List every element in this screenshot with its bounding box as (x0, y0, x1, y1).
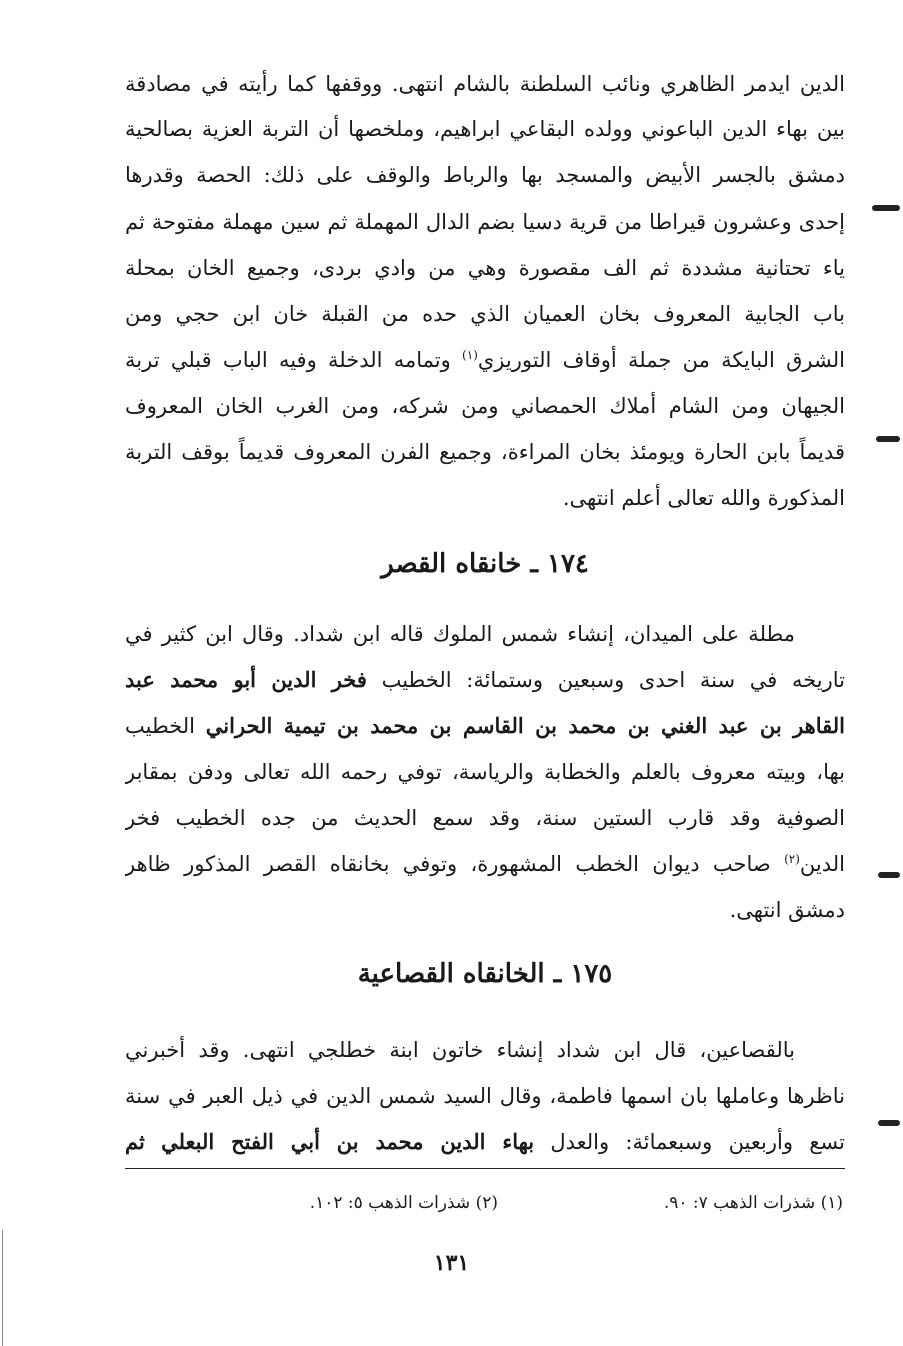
text-line: الدين ايدمر الظاهري ونائب السلطنة بالشام انتهى. ووقفها كما رأيته في مصادقة (125, 72, 845, 96)
text-line (125, 706, 845, 746)
text-segment: ثم (125, 1129, 145, 1154)
section-heading-174: ١٧٤ ـ خانقاه القصر (381, 549, 589, 579)
text-line: بالقصاعين، قال ابن شداد إنشاء خاتون ابنة خطلجي انتهى. وقد أخبرني (125, 1038, 795, 1062)
text-segment: الشرق البايكة من جملة أوقاف التوريزي (477, 348, 845, 372)
margin-mark (878, 1120, 900, 1126)
section-heading-175: ١٧٥ ـ الخانقاه القصاعية (357, 959, 613, 989)
text-line: إحدى وعشرون قيراطا من قرية دسيا بضم الدال المهملة ثم سين مهملة مفتوحة ثم (125, 210, 845, 234)
text-line: بين بهاء الدين الباعوني وولده البقاعي ابراهيم، وملخصها أن التربة العزية بصالحية (125, 117, 845, 141)
bold-name: فخر الدين أبو محمد عبد (125, 667, 367, 692)
text-segment: الخطيب (125, 714, 195, 738)
text-line: بها، وبيته معروف بالعلم والخطابة والرياسة، توفي رحمه الله تعالى ودفن بمقابر (125, 760, 845, 784)
text-line: ياء تحتانية مشددة ثم الف مقصورة وهي من وادي بردى، وجميع الخان بمحلة (125, 256, 845, 280)
text-line: قديماً بابن الحارة ويومئذ بخان المراءة، وجميع الفرن المعروف قديماً بوقف التربة (125, 440, 845, 464)
text-line: الصوفية وقد قارب الستين سنة، وقد سمع الحديث من جده الخطيب فخر (125, 806, 845, 830)
text-segment: صاحب ديوان الخطب المشهورة، وتوفي بخانقاه القصر المذكور ظاهر (125, 852, 771, 876)
text-segment: وتمامه الدخلة وفيه الباب قبلي تربة (125, 348, 451, 372)
text-line (125, 340, 845, 380)
bold-name: القاهر بن عبد الغني بن محمد بن القاسم بن محمد بن تيمية الحراني (205, 713, 845, 738)
text-segment: تاريخه في سنة احدى وسبعين وستمائة: الخطيب (381, 668, 845, 692)
footnote-ref-2[interactable]: (٢) (784, 852, 800, 866)
margin-mark (878, 872, 900, 878)
text-line: الجيهان ومن الشام أملاك الحمصاني ومن شركه، ومن الغرب الخان المعروف (125, 394, 845, 418)
text-line (125, 660, 845, 700)
text-line: ناظرها وعاملها بان اسمها فاطمة، وقال السيد شمس الدين في ذيل العبر في سنة (125, 1084, 845, 1108)
bold-name: بهاء الدين محمد بن أبي الفتح البعلي (161, 1129, 535, 1154)
text-line: مطلة على الميدان، إنشاء شمس الملوك قاله ابن شداد. وقال ابن كثير في (125, 622, 795, 646)
footnote-ref-1[interactable]: (١) (462, 348, 478, 362)
text-segment: تسع وأربعين وسبعمائة: والعدل (550, 1130, 845, 1154)
text-line: دمشق انتهى. (729, 898, 845, 922)
footnote-divider (125, 1168, 845, 1169)
text-segment: الدين (799, 852, 845, 876)
text-line (125, 844, 845, 884)
footnote-1: (١) شذرات الذهب ٧: ٩٠. (663, 1193, 843, 1213)
footnote-2: (٢) شذرات الذهب ٥: ١٠٢. (309, 1193, 498, 1213)
text-line: دمشق بالجسر الأبيض والمسجد بها والرباط والوقف على ذلك: الحصة وقدرها (125, 163, 845, 187)
page-number: ١٣١ (433, 1250, 470, 1276)
text-line (125, 1122, 845, 1162)
margin-mark (872, 205, 900, 211)
text-line: باب الجابية المعروف بخان العميان الذي حده من القبلة خان ابن حجي ومن (125, 302, 845, 326)
scan-edge-line (2, 1230, 3, 1346)
text-line: المذكورة والله تعالى أعلم انتهى. (562, 486, 845, 510)
margin-mark (876, 436, 900, 442)
